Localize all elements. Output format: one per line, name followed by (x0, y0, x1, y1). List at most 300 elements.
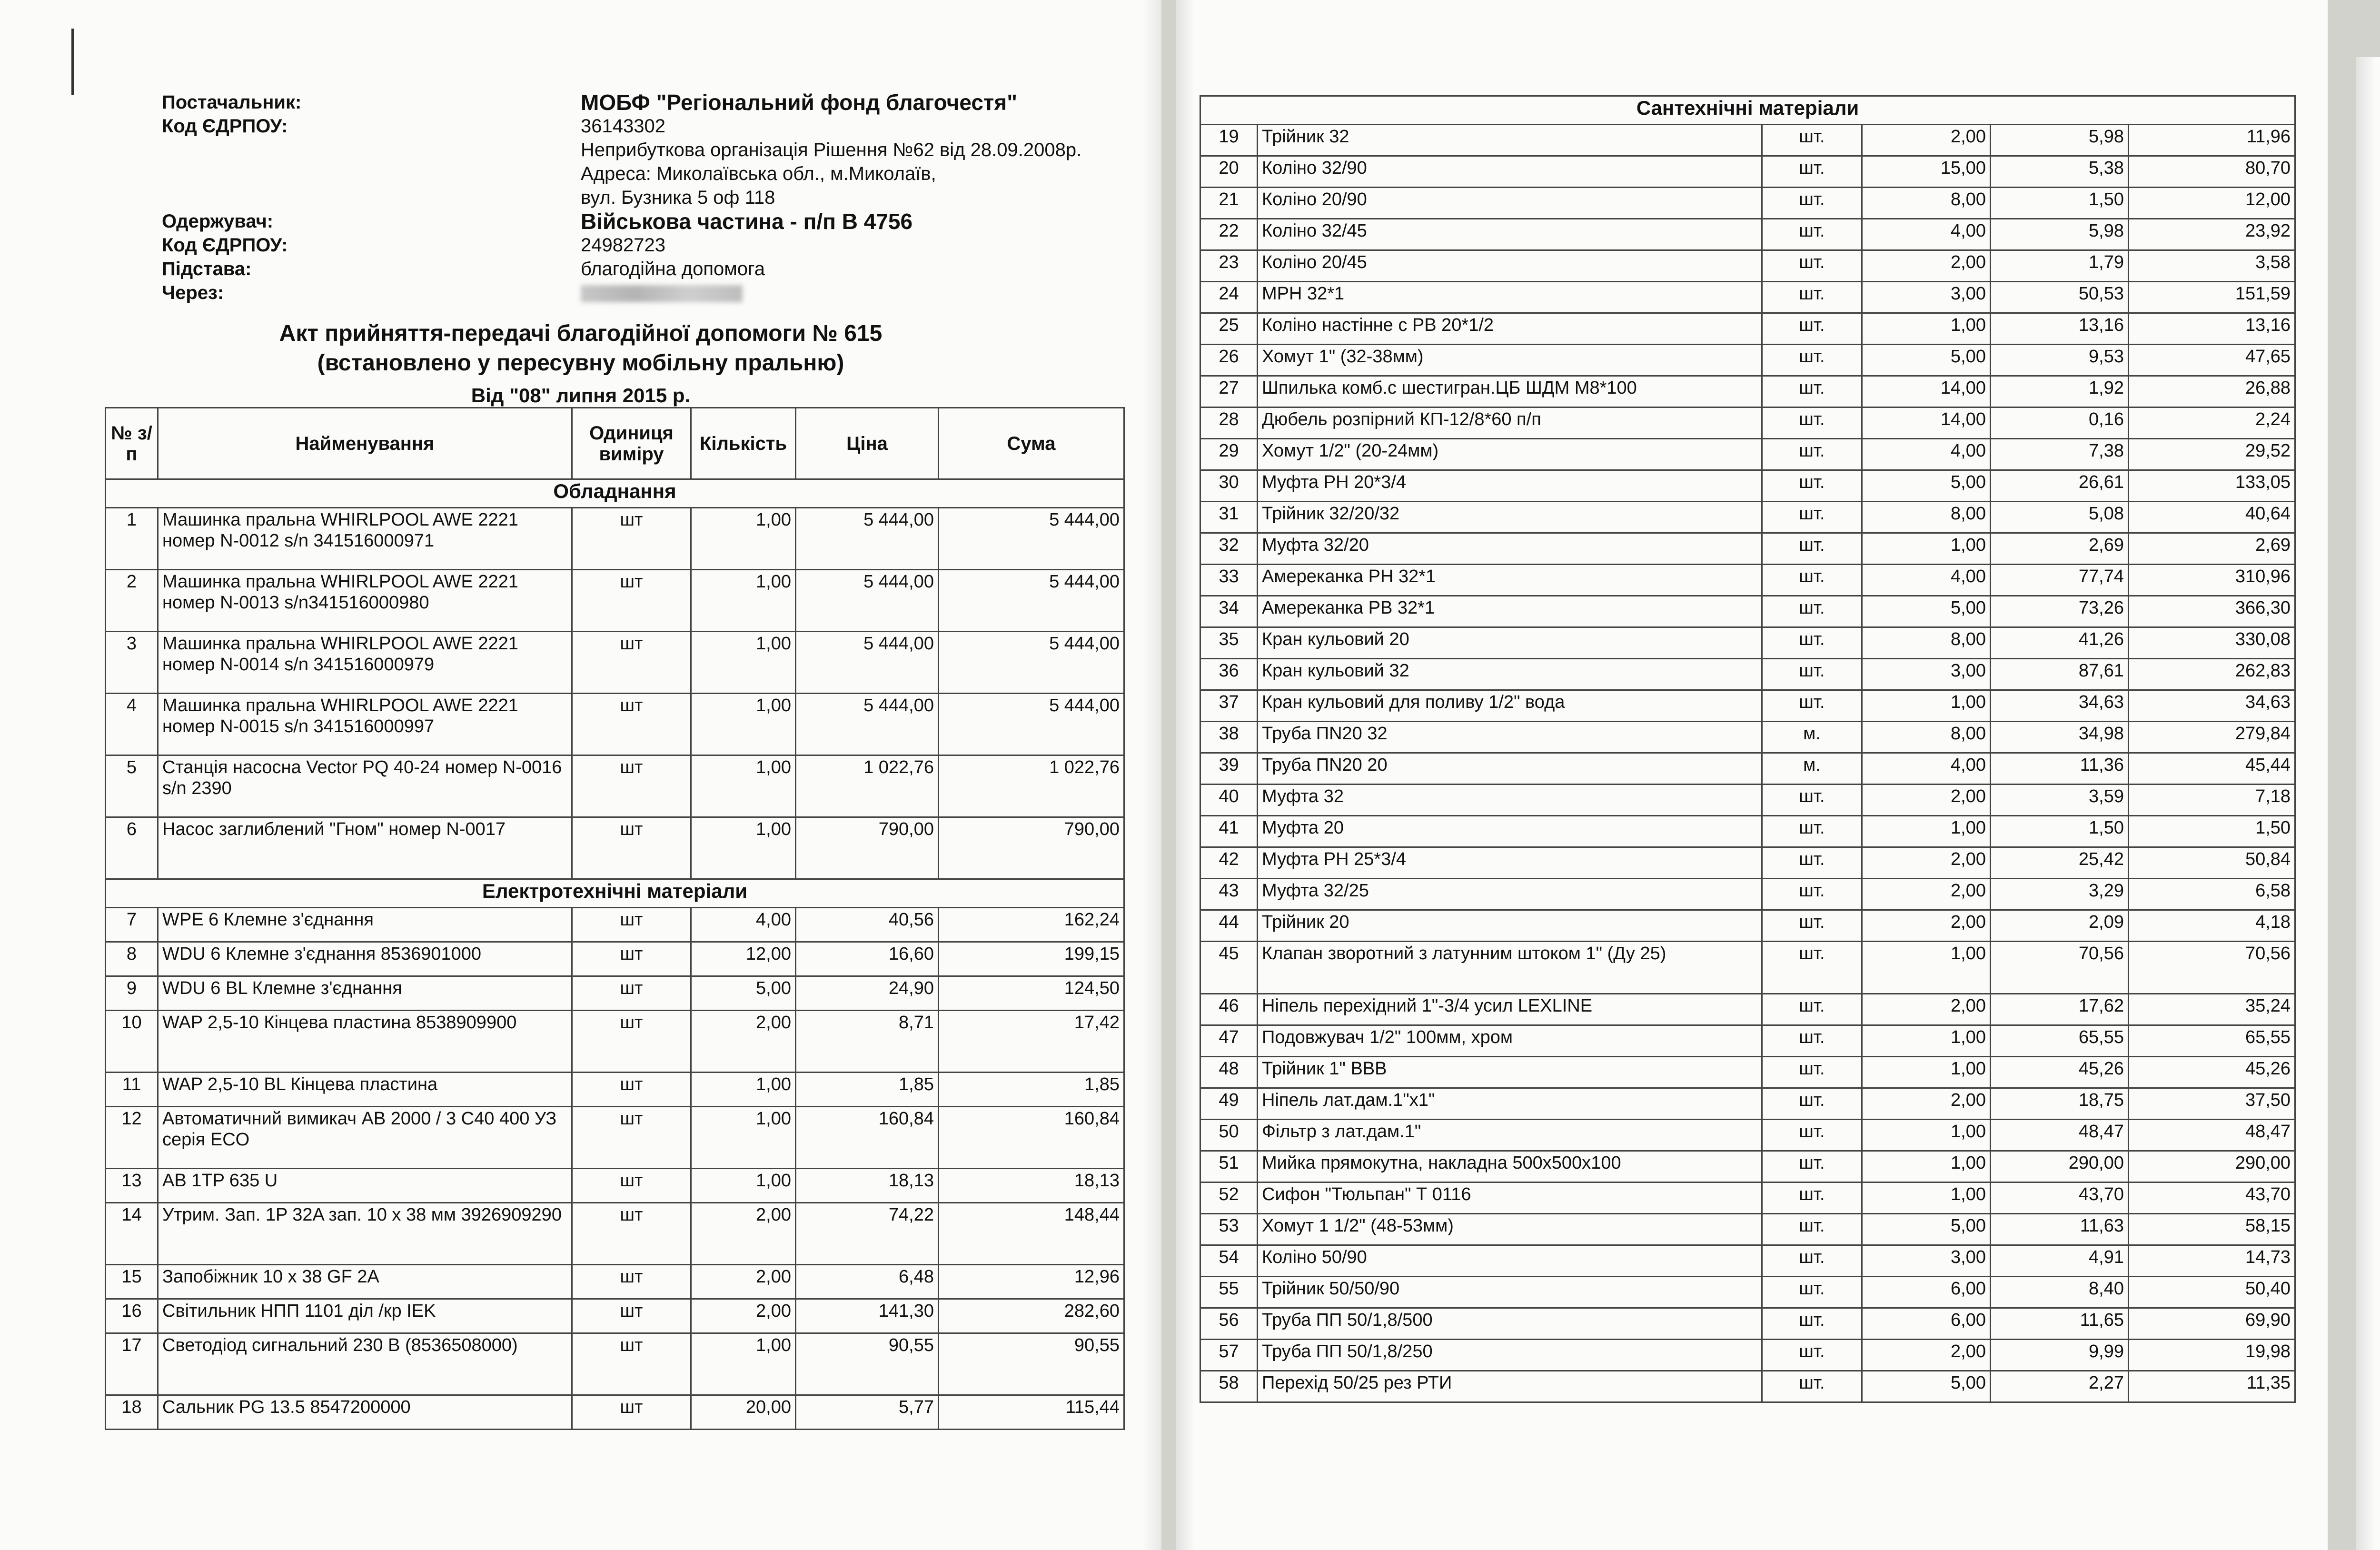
table-row (1200, 1151, 2295, 1182)
item-unit: шт (572, 976, 691, 1011)
item-name: Світильник НПП 1101 діл /кр IEK (158, 1299, 572, 1333)
item-price: 2,09 (1991, 910, 2129, 942)
header-label: Підстава: (162, 258, 252, 279)
item-unit: шт (572, 1073, 691, 1107)
item-unit: шт. (1762, 407, 1862, 439)
item-unit: шт. (1762, 156, 1862, 188)
item-price: 77,74 (1991, 565, 2129, 596)
table-row (1200, 1182, 2295, 1214)
item-unit: шт. (1762, 1214, 1862, 1245)
item-unit: шт. (1762, 910, 1862, 942)
header-value: МОБФ "Регіональний фонд благочестя" (581, 90, 1018, 115)
table-row (1200, 942, 2295, 994)
item-unit: шт (572, 942, 691, 976)
item-name: Муфта РН 20*3/4 (1258, 470, 1762, 502)
item-quantity: 5,00 (1862, 470, 1991, 502)
item-price: 3,59 (1991, 785, 2129, 816)
row-number: 57 (1200, 1340, 1258, 1371)
item-price: 45,26 (1991, 1057, 2129, 1088)
col-header-price: Ціна (796, 408, 939, 479)
item-price: 7,38 (1991, 439, 2129, 470)
item-unit: шт (572, 508, 691, 570)
row-number: 40 (1200, 785, 1258, 816)
item-unit: шт. (1762, 1151, 1862, 1182)
row-number: 50 (1200, 1120, 1258, 1151)
table-row (106, 1203, 1124, 1265)
item-quantity: 5,00 (691, 976, 796, 1011)
item-name: AB 1TP 635 U (158, 1169, 572, 1203)
item-quantity: 6,00 (1862, 1277, 1991, 1308)
item-price: 790,00 (796, 817, 939, 879)
document-header (162, 90, 1114, 305)
header-value: благодійна допомога (581, 258, 765, 279)
item-sum: 29,52 (2129, 439, 2295, 470)
item-sum: 48,47 (2129, 1120, 2295, 1151)
header-label: Одержувач: (162, 211, 274, 232)
item-sum: 35,24 (2129, 994, 2295, 1025)
row-number: 41 (1200, 816, 1258, 847)
item-unit: шт. (1762, 785, 1862, 816)
item-sum: 2,69 (2129, 533, 2295, 565)
item-quantity: 2,00 (1862, 125, 1991, 156)
items-table-page-1 (105, 407, 1125, 1430)
item-sum: 17,42 (939, 1011, 1124, 1073)
item-unit: шт. (1762, 1088, 1862, 1120)
item-quantity: 1,00 (1862, 1025, 1991, 1057)
table-row (106, 942, 1124, 976)
item-name: Труба ПП 50/1,8/250 (1258, 1340, 1762, 1371)
item-price: 24,90 (796, 976, 939, 1011)
item-quantity: 1,00 (1862, 1120, 1991, 1151)
item-sum: 14,73 (2129, 1245, 2295, 1277)
item-price: 2,27 (1991, 1371, 2129, 1402)
item-price: 141,30 (796, 1299, 939, 1333)
row-number: 35 (1200, 627, 1258, 659)
row-number: 28 (1200, 407, 1258, 439)
item-price: 1,92 (1991, 376, 2129, 407)
item-unit: шт. (1762, 502, 1862, 533)
item-quantity: 12,00 (691, 942, 796, 976)
item-sum: 50,84 (2129, 847, 2295, 879)
row-number: 27 (1200, 376, 1258, 407)
col-header-sum: Сума (939, 408, 1124, 479)
item-price: 90,55 (796, 1333, 939, 1395)
row-number: 33 (1200, 565, 1258, 596)
page-shadow (1176, 0, 1195, 1550)
item-name: Фільтр з лат.дам.1" (1258, 1120, 1762, 1151)
item-unit: шт (572, 1107, 691, 1169)
row-number: 14 (106, 1203, 158, 1265)
item-quantity: 15,00 (1862, 156, 1991, 188)
item-unit: м. (1762, 722, 1862, 753)
table-row (1200, 156, 2295, 188)
item-quantity: 4,00 (1862, 565, 1991, 596)
item-name: Трійник 32 (1258, 125, 1762, 156)
table-row (1200, 565, 2295, 596)
item-quantity: 1,00 (1862, 1182, 1991, 1214)
item-price: 73,26 (1991, 596, 2129, 627)
item-quantity: 3,00 (1862, 282, 1991, 313)
item-unit: шт (572, 1395, 691, 1430)
table-row (1200, 627, 2295, 659)
item-price: 17,62 (1991, 994, 2129, 1025)
item-sum: 790,00 (939, 817, 1124, 879)
header-label: Через: (162, 282, 224, 303)
section-row (1200, 96, 2295, 125)
row-number: 55 (1200, 1277, 1258, 1308)
item-unit: шт (572, 694, 691, 755)
item-sum: 162,24 (939, 908, 1124, 942)
item-sum: 45,44 (2129, 753, 2295, 785)
item-name: Клапан зворотний з латунним штоком 1" (Ду 25) (1258, 942, 1762, 994)
item-quantity: 4,00 (1862, 219, 1991, 250)
item-price: 8,71 (796, 1011, 939, 1073)
item-sum: 23,92 (2129, 219, 2295, 250)
item-name: Хомут 1 1/2" (48-53мм) (1258, 1214, 1762, 1245)
item-sum: 34,63 (2129, 690, 2295, 722)
row-number: 37 (1200, 690, 1258, 722)
item-quantity: 1,00 (1862, 313, 1991, 345)
header-row (162, 162, 1114, 186)
table-row (106, 976, 1124, 1011)
table-row (106, 1107, 1124, 1169)
item-sum: 310,96 (2129, 565, 2295, 596)
item-quantity: 6,00 (1862, 1308, 1991, 1340)
row-number: 7 (106, 908, 158, 942)
item-quantity: 1,00 (1862, 816, 1991, 847)
item-name: Амереканка РН 32*1 (1258, 565, 1762, 596)
table-row (1200, 250, 2295, 282)
item-sum: 330,08 (2129, 627, 2295, 659)
row-number: 49 (1200, 1088, 1258, 1120)
item-quantity: 2,00 (1862, 847, 1991, 879)
row-number: 51 (1200, 1151, 1258, 1182)
item-sum: 6,58 (2129, 879, 2295, 910)
row-number: 10 (106, 1011, 158, 1073)
item-quantity: 8,00 (1862, 502, 1991, 533)
table-row (106, 1395, 1124, 1430)
item-quantity: 2,00 (691, 1299, 796, 1333)
item-unit: шт (572, 755, 691, 817)
section-title: Сантехнічні матеріали (1200, 96, 2295, 125)
item-price: 25,42 (1991, 847, 2129, 879)
item-sum: 148,44 (939, 1203, 1124, 1265)
header-row (162, 186, 1114, 209)
item-sum: 199,15 (939, 942, 1124, 976)
item-unit: шт. (1762, 313, 1862, 345)
table-row (1200, 994, 2295, 1025)
item-name: Ніпель лат.дам.1"х1" (1258, 1088, 1762, 1120)
page-shadow (2356, 57, 2375, 1550)
item-unit: шт. (1762, 1182, 1862, 1214)
item-sum: 5 444,00 (939, 570, 1124, 632)
header-label: Постачальник: (162, 92, 302, 113)
row-number: 13 (106, 1169, 158, 1203)
item-unit: шт. (1762, 345, 1862, 376)
blurred-name (581, 285, 743, 302)
item-unit: шт. (1762, 1277, 1862, 1308)
item-quantity: 8,00 (1862, 188, 1991, 219)
section-title: Електротехнічні матеріали (106, 879, 1124, 908)
item-sum: 5 444,00 (939, 694, 1124, 755)
table-row (1200, 1120, 2295, 1151)
item-name: Сальник PG 13.5 8547200000 (158, 1395, 572, 1430)
table-row (106, 908, 1124, 942)
item-sum: 366,30 (2129, 596, 2295, 627)
item-quantity: 4,00 (1862, 753, 1991, 785)
item-sum: 19,98 (2129, 1340, 2295, 1371)
item-price: 11,63 (1991, 1214, 2129, 1245)
item-name: WDU 6 Клемне з'єднання 8536901000 (158, 942, 572, 976)
table-row (1200, 659, 2295, 690)
table-row (1200, 502, 2295, 533)
item-quantity: 5,00 (1862, 596, 1991, 627)
item-price: 2,69 (1991, 533, 2129, 565)
item-price: 18,13 (796, 1169, 939, 1203)
header-value: Військова частина - п/п В 4756 (581, 209, 913, 234)
table-row (1200, 125, 2295, 156)
row-number: 6 (106, 817, 158, 879)
item-name: Коліно настінне с РВ 20*1/2 (1258, 313, 1762, 345)
item-price: 160,84 (796, 1107, 939, 1169)
row-number: 20 (1200, 156, 1258, 188)
item-sum: 5 444,00 (939, 508, 1124, 570)
item-unit: шт. (1762, 1245, 1862, 1277)
item-price: 1 022,76 (796, 755, 939, 817)
item-name: Кран кульовий для поливу 1/2" вода (1258, 690, 1762, 722)
item-sum: 40,64 (2129, 502, 2295, 533)
item-price: 74,22 (796, 1203, 939, 1265)
table-row (1200, 847, 2295, 879)
row-number: 34 (1200, 596, 1258, 627)
row-number: 36 (1200, 659, 1258, 690)
item-name: Подовжувач 1/2" 100мм, хром (1258, 1025, 1762, 1057)
item-sum: 151,59 (2129, 282, 2295, 313)
item-sum: 279,84 (2129, 722, 2295, 753)
item-sum: 11,35 (2129, 1371, 2295, 1402)
item-name: Ніпель перехідний 1"-3/4 усил LEXLINE (1258, 994, 1762, 1025)
header-label (162, 162, 581, 186)
item-sum: 7,18 (2129, 785, 2295, 816)
item-price: 5 444,00 (796, 570, 939, 632)
table-row (1200, 910, 2295, 942)
header-label: Код ЄДРПОУ: (162, 116, 288, 137)
item-unit: шт (572, 817, 691, 879)
item-price: 9,53 (1991, 345, 2129, 376)
row-number: 48 (1200, 1057, 1258, 1088)
row-number: 25 (1200, 313, 1258, 345)
table-row (1200, 345, 2295, 376)
item-price: 87,61 (1991, 659, 2129, 690)
item-name: Кран кульовий 32 (1258, 659, 1762, 690)
header-row (162, 138, 1114, 162)
table-row (106, 817, 1124, 879)
item-name: Мийка прямокутна, накладна 500х500х100 (1258, 1151, 1762, 1182)
item-quantity: 8,00 (1862, 722, 1991, 753)
item-price: 18,75 (1991, 1088, 2129, 1120)
table-row (1200, 313, 2295, 345)
row-number: 2 (106, 570, 158, 632)
item-name: Кран кульовий 20 (1258, 627, 1762, 659)
binding-mark (71, 29, 74, 95)
col-header-unit: Одиниця виміру (572, 408, 691, 479)
row-number: 8 (106, 942, 158, 976)
item-name: Хомут 1/2" (20-24мм) (1258, 439, 1762, 470)
row-number: 3 (106, 632, 158, 694)
table-row (1200, 1245, 2295, 1277)
table-row (106, 1299, 1124, 1333)
row-number: 18 (106, 1395, 158, 1430)
col-header-name: Найменування (158, 408, 572, 479)
item-price: 11,65 (1991, 1308, 2129, 1340)
item-sum: 12,96 (939, 1265, 1124, 1299)
col-header-qty: Кількість (691, 408, 796, 479)
item-name: Труба ПN20 32 (1258, 722, 1762, 753)
section-row (106, 879, 1124, 908)
item-name: Коліно 20/90 (1258, 188, 1762, 219)
item-unit: шт. (1762, 942, 1862, 994)
item-quantity: 2,00 (1862, 1088, 1991, 1120)
item-unit: шт. (1762, 627, 1862, 659)
page-shadow (1142, 0, 1161, 1550)
item-quantity: 1,00 (691, 1333, 796, 1395)
item-unit: шт (572, 1333, 691, 1395)
item-sum: 133,05 (2129, 470, 2295, 502)
table-row (1200, 282, 2295, 313)
header-value: 36143302 (581, 116, 665, 137)
item-name: Машинка пральна WHIRLPOOL AWE 2221 номер N-0012 s/n 341516000971 (158, 508, 572, 570)
item-unit: шт. (1762, 470, 1862, 502)
item-price: 5 444,00 (796, 508, 939, 570)
section-row (106, 479, 1124, 508)
table-row (1200, 879, 2295, 910)
item-name: Автоматичний вимикач АВ 2000 / 3 С40 400 УЗ серія ECO (158, 1107, 572, 1169)
item-name: Труба ПN20 20 (1258, 753, 1762, 785)
item-sum: 290,00 (2129, 1151, 2295, 1182)
row-number: 29 (1200, 439, 1258, 470)
table-row (1200, 1088, 2295, 1120)
item-sum: 90,55 (939, 1333, 1124, 1395)
row-number: 26 (1200, 345, 1258, 376)
row-number: 4 (106, 694, 158, 755)
item-price: 1,50 (1991, 188, 2129, 219)
header-row (162, 90, 1114, 114)
item-price: 16,60 (796, 942, 939, 976)
item-name: Муфта 32/20 (1258, 533, 1762, 565)
table-row (1200, 722, 2295, 753)
item-price: 4,91 (1991, 1245, 2129, 1277)
item-unit: м. (1762, 753, 1862, 785)
item-unit: шт. (1762, 1308, 1862, 1340)
item-price: 6,48 (796, 1265, 939, 1299)
item-name: Станція насосна Vector PQ 40-24 номер N-0016 s/n 2390 (158, 755, 572, 817)
item-sum: 160,84 (939, 1107, 1124, 1169)
item-name: Муфта РН 25*3/4 (1258, 847, 1762, 879)
act-date: Від "08" липня 2015 р. (471, 384, 691, 407)
item-quantity: 2,00 (1862, 879, 1991, 910)
item-price: 41,26 (1991, 627, 2129, 659)
row-number: 46 (1200, 994, 1258, 1025)
table-row (1200, 596, 2295, 627)
item-name: Трійник 1" ВВВ (1258, 1057, 1762, 1088)
item-unit: шт. (1762, 1371, 1862, 1402)
item-sum: 50,40 (2129, 1277, 2295, 1308)
row-number: 58 (1200, 1371, 1258, 1402)
item-sum: 65,55 (2129, 1025, 2295, 1057)
table-row (1200, 816, 2295, 847)
table-row (106, 508, 1124, 570)
item-name: WAP 2,5-10 BL Кінцева пластина (158, 1073, 572, 1107)
item-sum: 1 022,76 (939, 755, 1124, 817)
item-sum: 70,56 (2129, 942, 2295, 994)
header-row (162, 281, 1114, 305)
table-row (106, 632, 1124, 694)
table-row (1200, 1277, 2295, 1308)
table-row (106, 570, 1124, 632)
item-name: Трійник 20 (1258, 910, 1762, 942)
table-row (1200, 376, 2295, 407)
table-row (1200, 690, 2295, 722)
table-row (106, 1333, 1124, 1395)
item-name: Машинка пральна WHIRLPOOL AWE 2221 номер N-0015 s/n 341516000997 (158, 694, 572, 755)
row-number: 45 (1200, 942, 1258, 994)
item-quantity: 1,00 (691, 817, 796, 879)
item-price: 34,98 (1991, 722, 2129, 753)
row-number: 56 (1200, 1308, 1258, 1340)
item-sum: 1,85 (939, 1073, 1124, 1107)
item-name: Коліно 32/90 (1258, 156, 1762, 188)
item-price: 0,16 (1991, 407, 2129, 439)
table-row (1200, 439, 2295, 470)
item-name: Коліно 32/45 (1258, 219, 1762, 250)
row-number: 42 (1200, 847, 1258, 879)
table-row (1200, 219, 2295, 250)
item-name: Дюбель розпірний КП-12/8*60 п/п (1258, 407, 1762, 439)
row-number: 16 (106, 1299, 158, 1333)
item-unit: шт (572, 1299, 691, 1333)
row-number: 39 (1200, 753, 1258, 785)
item-sum: 47,65 (2129, 345, 2295, 376)
item-quantity: 5,00 (1862, 1214, 1991, 1245)
row-number: 52 (1200, 1182, 1258, 1214)
item-quantity: 5,00 (1862, 1371, 1991, 1402)
table-row (106, 694, 1124, 755)
item-unit: шт. (1762, 659, 1862, 690)
header-label (162, 138, 581, 162)
item-price: 43,70 (1991, 1182, 2129, 1214)
document-page-1 (0, 0, 1161, 1550)
item-name: Амереканка РВ 32*1 (1258, 596, 1762, 627)
item-quantity: 1,00 (1862, 690, 1991, 722)
row-number: 32 (1200, 533, 1258, 565)
item-quantity: 3,00 (1862, 1245, 1991, 1277)
item-quantity: 2,00 (1862, 994, 1991, 1025)
item-unit: шт. (1762, 994, 1862, 1025)
item-name: WAP 2,5-10 Кінцева пластина 8538909900 (158, 1011, 572, 1073)
item-unit: шт. (1762, 565, 1862, 596)
item-price: 26,61 (1991, 470, 2129, 502)
item-unit: шт. (1762, 690, 1862, 722)
item-name: WPE 6 Клемне з'єднання (158, 908, 572, 942)
item-quantity: 4,00 (691, 908, 796, 942)
header-value: Неприбуткова організація Рішення №62 від 28.09.2008р. (581, 139, 1082, 160)
item-unit: шт (572, 1169, 691, 1203)
item-price: 5 444,00 (796, 632, 939, 694)
item-price: 34,63 (1991, 690, 2129, 722)
item-unit: шт (572, 570, 691, 632)
table-row (1200, 785, 2295, 816)
item-price: 40,56 (796, 908, 939, 942)
